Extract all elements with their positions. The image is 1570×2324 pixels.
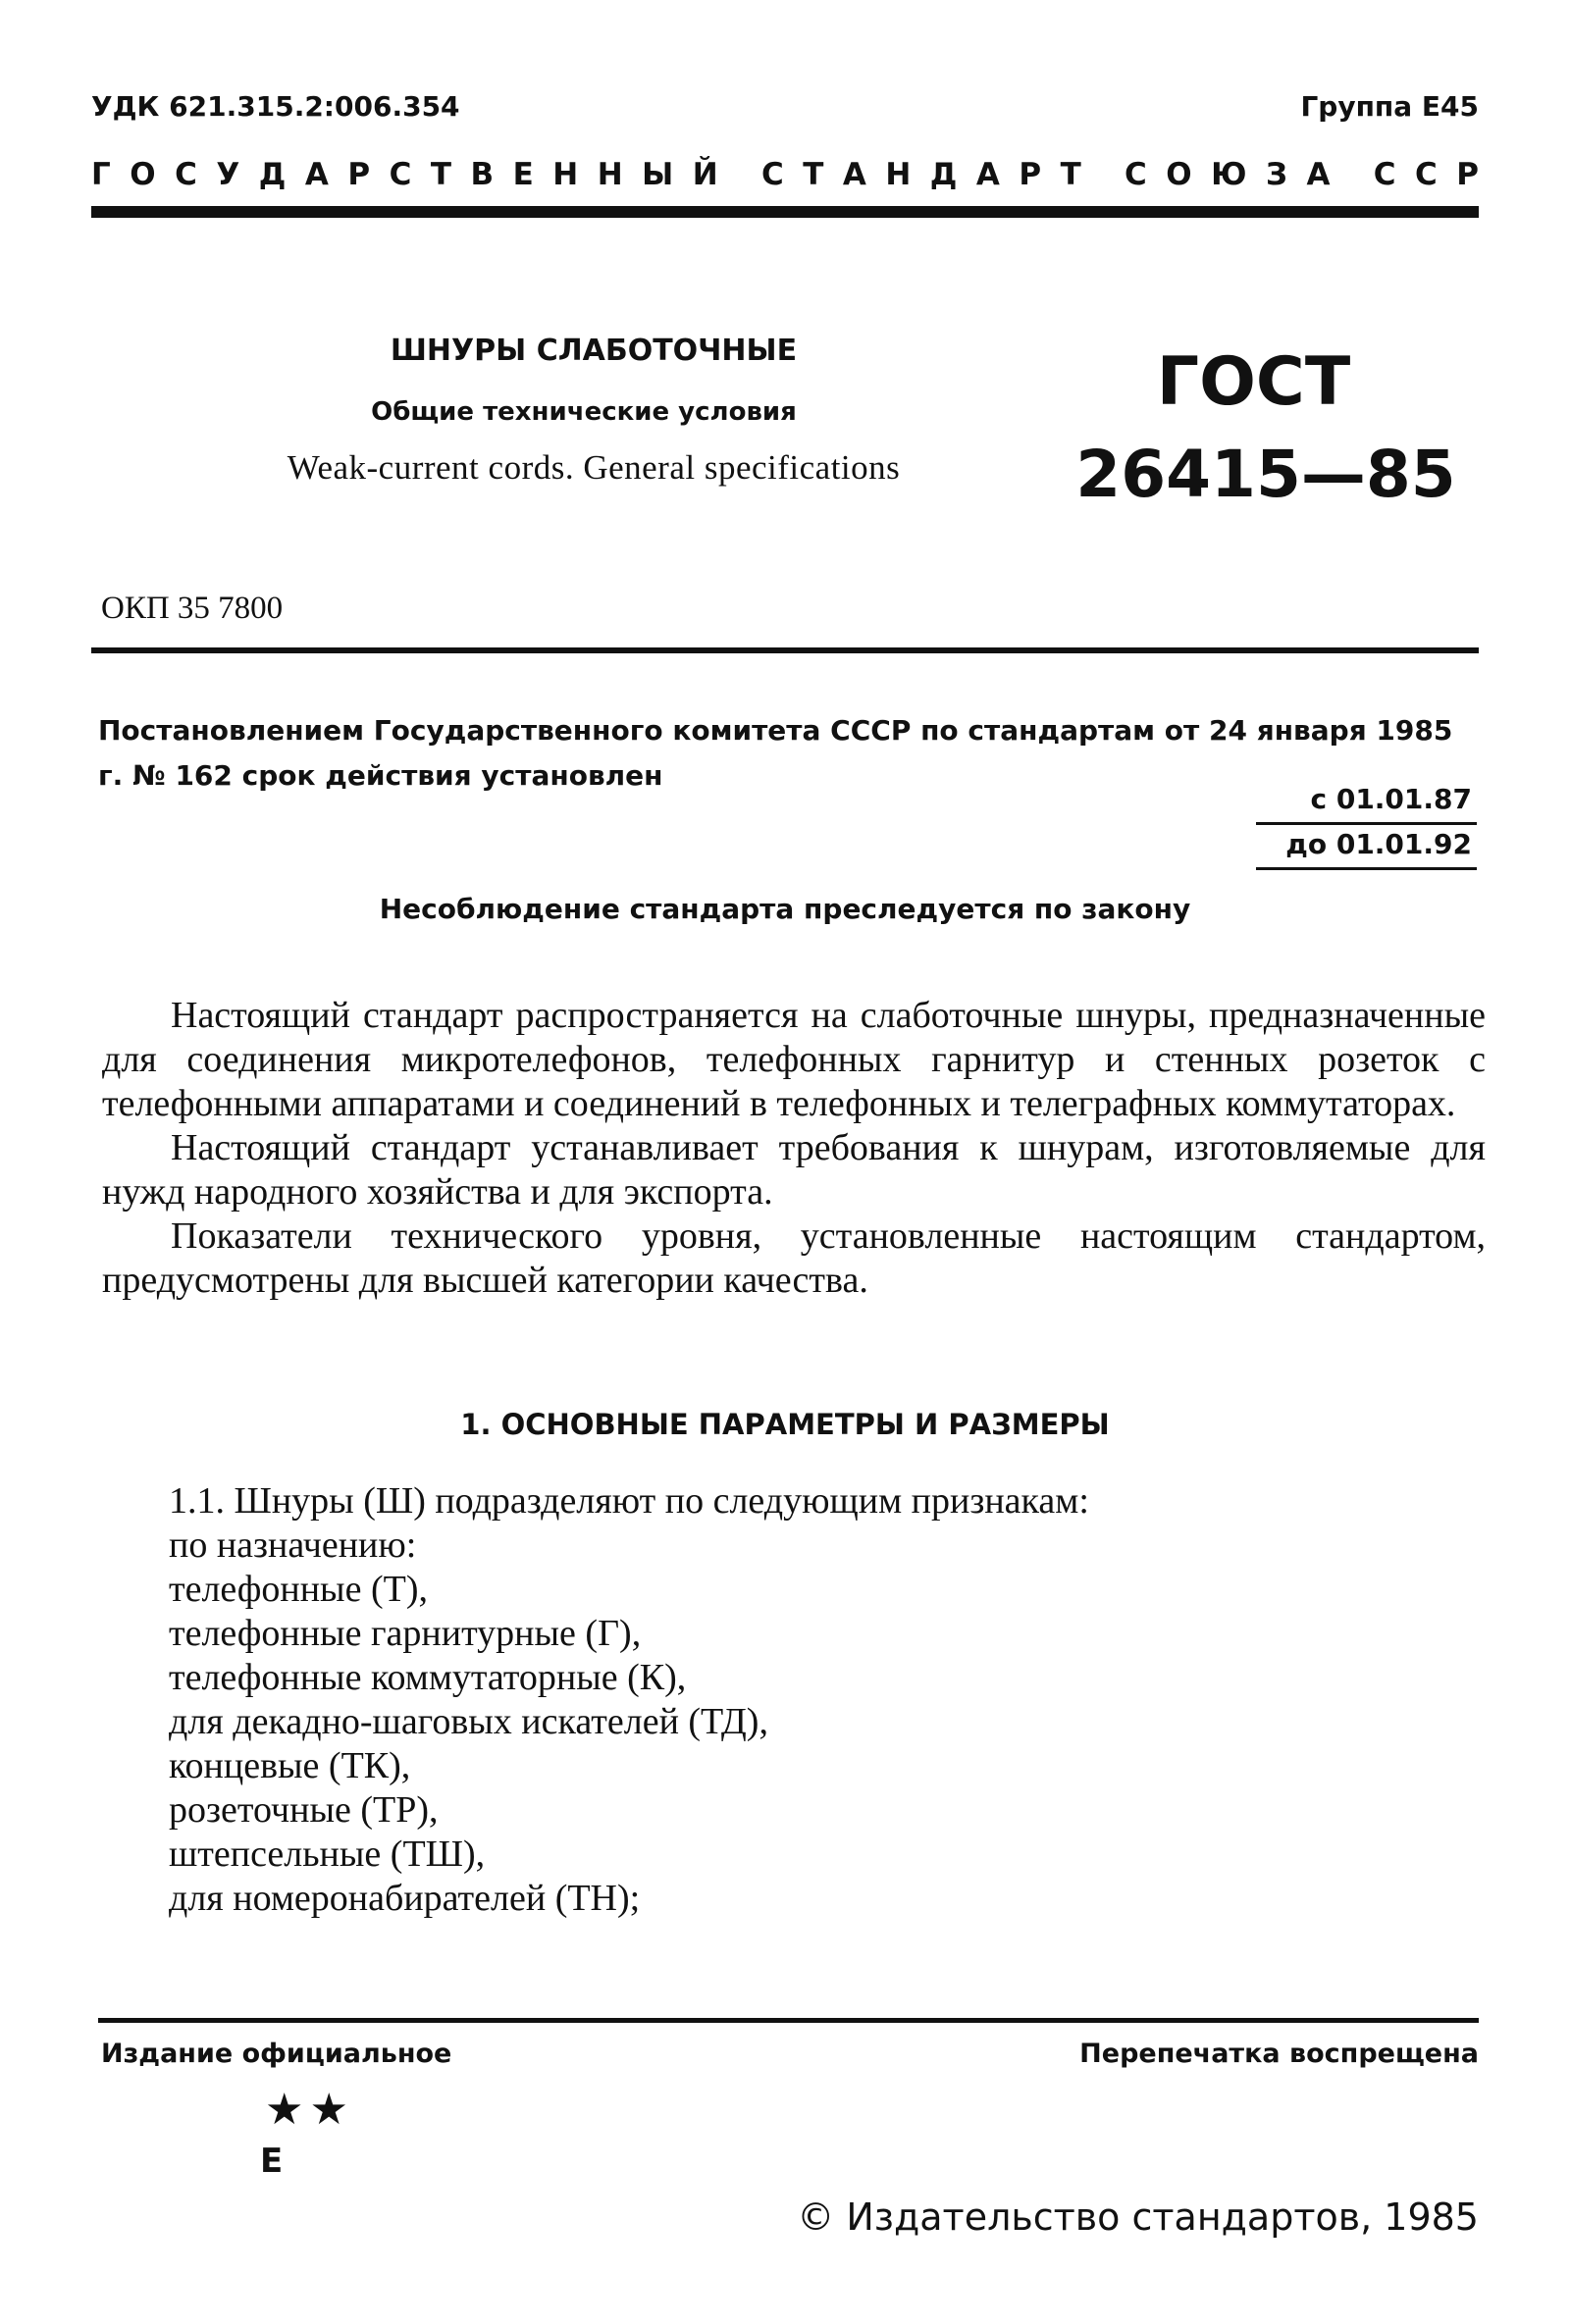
edition-mark: Е <box>260 2142 284 2181</box>
classification-list <box>169 1479 1474 1921</box>
intro-paragraph: Показатели технического уровня, установленные настоящим стандартом, предусмотрены для высшей категории качества. <box>102 1215 1486 1301</box>
document-subtitle: Общие технические условия <box>371 397 797 427</box>
document-title: ШНУРЫ СЛАБОТОЧНЫЕ <box>390 334 798 368</box>
official-edition-label: Издание официальное <box>101 2039 452 2069</box>
state-standard-word: ССР <box>1373 157 1498 192</box>
state-standard-heading <box>91 157 1498 192</box>
footer-rule <box>98 2018 1479 2023</box>
law-notice: Несоблюдение стандарта преследуется по закону <box>379 893 1191 925</box>
decree-text: Постановлением Государственного комитета СССР по стандартам от 24 января 1985 г. № 162 срок действия установлен <box>98 714 1453 792</box>
cord-type-item: телефонные гарнитурные (Г), <box>169 1613 642 1654</box>
clause-text: 1.1. Шнуры (Ш) подразделяют по следующим признакам: <box>169 1480 1089 1522</box>
cord-type-item: розеточные (ТР), <box>169 1789 439 1831</box>
cord-type-item: телефонные коммутаторные (К), <box>169 1657 687 1698</box>
cord-type-item: штепсельные (ТШ), <box>169 1833 486 1875</box>
state-standard-word: СОЮЗА <box>1125 157 1350 192</box>
cord-type-item: для номеронабирателей (ТН); <box>169 1878 641 1919</box>
state-standard-word: ГОСУДАРСТВЕННЫЙ <box>91 157 738 192</box>
cord-type-item: телефонные (Т), <box>169 1569 428 1610</box>
cord-type-item: концевые (ТК), <box>169 1745 411 1786</box>
group-code: Группа Е45 <box>1300 90 1479 123</box>
intro-text <box>102 994 1486 1303</box>
title-rule <box>91 647 1479 653</box>
reprint-notice: Перепечатка воспрещена <box>1079 2039 1479 2069</box>
valid-until-date: до 01.01.92 <box>1285 828 1472 860</box>
udk-code: УДК 621.315.2:006.354 <box>91 90 460 123</box>
date-rule <box>1256 822 1477 825</box>
okp-code: ОКП 35 7800 <box>101 591 284 626</box>
intro-paragraph: Настоящий стандарт распространяется на слаботочные шнуры, предназначенные для соединения микротелефонов, телефонных гарнитур и стенных розеток с телефонными аппаратами и соединений в телефонных и телеграфных коммутаторах. <box>102 995 1486 1124</box>
gost-number: 26415—85 <box>1075 437 1456 512</box>
gost-label: ГОСТ <box>1156 343 1351 421</box>
cord-type-item: для декадно-шаговых искателей (ТД), <box>169 1701 768 1742</box>
section-heading: 1. ОСНОВНЫЕ ПАРАМЕТРЫ И РАЗМЕРЫ <box>460 1408 1110 1441</box>
intro-paragraph: Настоящий стандарт устанавливает требования к шнурам, изготовляемые для нужд народного хозяйства и для экспорта. <box>102 1127 1486 1213</box>
star-marks: ★★ <box>265 2085 354 2135</box>
header-rule <box>91 206 1479 218</box>
valid-from-date: с 01.01.87 <box>1310 783 1472 815</box>
by-purpose-label: по назначению: <box>169 1524 417 1566</box>
state-standard-word: СТАНДАРТ <box>760 157 1101 192</box>
copyright-notice: © Издательство стандартов, 1985 <box>797 2195 1479 2239</box>
english-title: Weak-current cords. General specifications <box>287 448 901 487</box>
date-rule <box>1256 867 1477 870</box>
